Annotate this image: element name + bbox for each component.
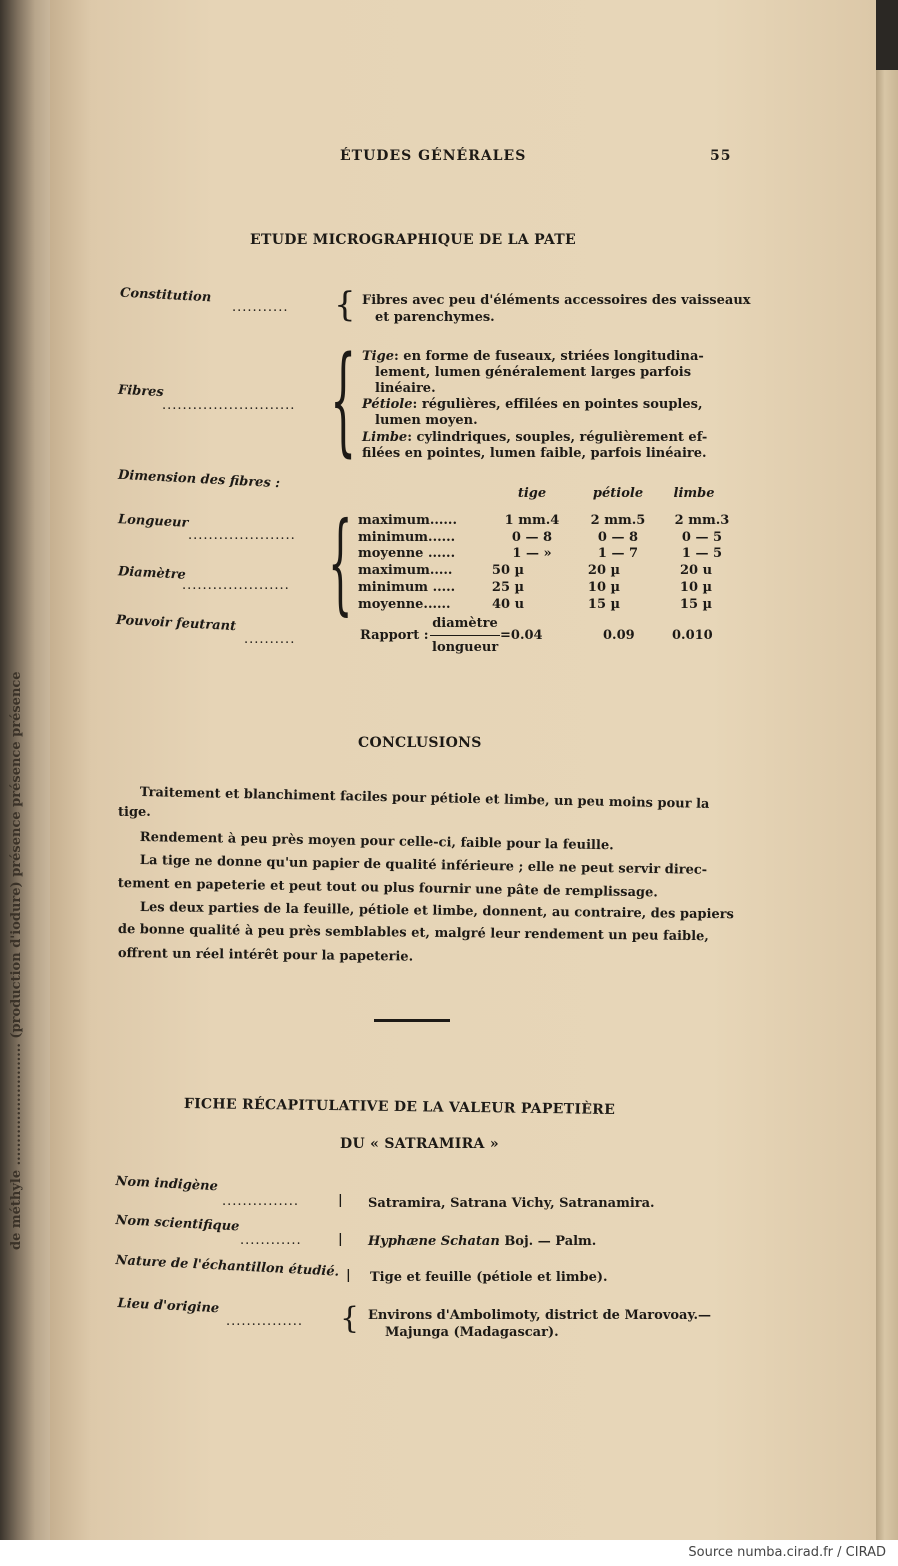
- conclusions-p1-line2: tige.: [118, 805, 151, 820]
- constitution-dots: ...........: [232, 300, 289, 315]
- limbe-term: Limbe: [362, 430, 408, 445]
- fibres-label: Fibres: [117, 382, 165, 401]
- fiche-pipe: |: [346, 1268, 351, 1283]
- col-header-limbe: limbe: [673, 486, 715, 501]
- dim-cell: 15 µ: [587, 597, 621, 612]
- dim-cell: 25 µ: [491, 580, 525, 595]
- constitution-label: Constitution: [119, 285, 212, 306]
- conclusions-p1-line1: Traitement et blanchiment faciles pour pétiole et limbe, un peu moins pour la: [139, 785, 710, 812]
- dim-row-name: minimum .....: [358, 580, 456, 595]
- dim-cell: 50 µ: [491, 563, 525, 578]
- fibres-brace: {: [330, 330, 357, 468]
- fiche-label-nom-scientifique: Nom scientifique: [115, 1213, 240, 1235]
- longueur-dots: .....................: [188, 528, 296, 543]
- scientific-name-rest: Boj. — Palm.: [499, 1234, 597, 1249]
- fiche-value-lieu-1: Environs d'Ambolimoty, district de Marovoay.—: [368, 1308, 712, 1323]
- fiche-pipe: |: [338, 1193, 343, 1208]
- fiche-label-lieu: Lieu d'origine: [117, 1296, 220, 1317]
- constitution-text-2: et parenchymes.: [375, 310, 495, 325]
- pouvoir-dots: ..........: [244, 632, 296, 647]
- rapport-value-petiole: 0.09: [603, 628, 635, 643]
- fiche-value-lieu-2: Majunga (Madagascar).: [385, 1325, 559, 1340]
- fraction-bar: [430, 635, 500, 636]
- page-number: 55: [710, 148, 732, 164]
- diametre-label: Diamètre: [117, 564, 187, 583]
- fibres-limbe-line-2: filées en pointes, lumen faible, parfois linéaire.: [362, 446, 707, 461]
- fiche-title-1: FICHE RÉCAPITULATIVE DE LA VALEUR PAPETIÈRE: [183, 1096, 616, 1119]
- dim-cell: 40 u: [491, 597, 525, 612]
- dim-cell: 1 — 5: [681, 546, 723, 561]
- fiche-value-nom-indigene: Satramira, Satrana Vichy, Satranamira.: [368, 1196, 655, 1211]
- conclusions-p4-line2: de bonne qualité à peu près semblables et, malgré leur rendement un peu faible,: [117, 922, 709, 945]
- dim-row-name: minimum......: [358, 530, 456, 545]
- col-header-tige: tige: [517, 486, 547, 501]
- dim-cell: 10 µ: [679, 580, 713, 595]
- dim-cell: 2 mm.5: [590, 513, 646, 528]
- running-title: ÉTUDES GÉNÉRALES: [340, 148, 527, 164]
- fibres-dots: ..........................: [162, 398, 296, 413]
- pouvoir-label: Pouvoir feutrant: [115, 612, 237, 635]
- fiche-title-2: DU « SATRAMIRA »: [340, 1136, 499, 1152]
- constitution-text-1: Fibres avec peu d'éléments accessoires des vaisseaux: [362, 293, 751, 308]
- section-separator: [374, 1019, 450, 1022]
- rapport-label: Rapport :: [360, 628, 429, 643]
- fiche-label-nature: Nature de l'échantillon étudié.: [115, 1253, 340, 1280]
- dim-cell: 0 — 8: [511, 530, 553, 545]
- dimension-brace: {: [328, 498, 353, 626]
- conclusions-p4-line3: offrent un réel intérêt pour la papeterie.: [117, 946, 414, 965]
- col-header-petiole: pétiole: [592, 486, 644, 501]
- constitution-brace: {: [334, 285, 356, 325]
- fibres-tige-line-1: Tige: en forme de fuseaux, striées longitudina-: [362, 349, 704, 364]
- fibres-petiole-line-2: lumen moyen.: [375, 413, 478, 428]
- dim-cell: 1 — »: [512, 546, 552, 561]
- dim-cell: 0 — 5: [681, 530, 723, 545]
- diametre-dots: .....................: [182, 578, 290, 593]
- rapport-value-limbe: 0.010: [672, 628, 713, 643]
- tige-term: Tige: [362, 349, 394, 364]
- dim-cell: 2 mm.3: [674, 513, 730, 528]
- fibres-tige-line-3: linéaire.: [375, 381, 436, 396]
- conclusions-p2-line1: Rendement à peu près moyen pour celle-ci, faible pour la feuille.: [139, 830, 614, 854]
- page-stack-edge: [876, 70, 898, 1540]
- source-footer: Source numba.cirad.fr / CIRAD: [688, 1545, 886, 1560]
- micro-title: ETUDE MICROGRAPHIQUE DE LA PATE: [250, 232, 576, 248]
- dim-row-name: moyenne ......: [358, 546, 456, 561]
- fibres-tige-line-2: lement, lumen généralement larges parfois: [375, 365, 692, 380]
- fiche-dots: ............: [240, 1233, 302, 1248]
- dim-cell: 0 — 8: [597, 530, 639, 545]
- fiche-dots: ...............: [226, 1314, 303, 1329]
- dim-row-name: maximum.....: [358, 563, 453, 578]
- conclusions-p3-line2: tement en papeterie et peut tout ou plus fournir une pâte de remplissage.: [117, 876, 658, 901]
- dim-cell: 20 u: [679, 563, 713, 578]
- rapport-numerator: diamètre: [432, 616, 498, 631]
- fiche-dots: ...............: [222, 1194, 299, 1209]
- longueur-label: Longueur: [117, 512, 189, 531]
- conclusions-p3-line1: La tige ne donne qu'un papier de qualité inférieure ; elle ne peut servir direc-: [139, 853, 708, 878]
- rapport-value-tige: =0.04: [500, 628, 543, 643]
- fibres-limbe-line-1: Limbe: cylindriques, souples, régulièrement ef-: [362, 430, 708, 445]
- dim-cell: 1 mm.4: [504, 513, 560, 528]
- conclusions-p4-line1: Les deux parties de la feuille, pétiole et limbe, donnent, au contraire, des papiers: [139, 900, 734, 923]
- dim-cell: 15 µ: [679, 597, 713, 612]
- spine-text: de méthyle ........................... (production d'iodure) présence présence présence: [9, 671, 24, 1250]
- dim-cell: 20 µ: [587, 563, 621, 578]
- dim-cell: 10 µ: [587, 580, 621, 595]
- rapport-denominator: longueur: [432, 640, 499, 655]
- fiche-pipe: |: [338, 1232, 343, 1247]
- fiche-value-nom-scientifique: [368, 1234, 596, 1250]
- fibres-petiole-line-1: Pétiole: régulières, effilées en pointes souples,: [362, 397, 703, 412]
- dim-cell: 1 — 7: [597, 546, 639, 561]
- fiche-value-nature: Tige et feuille (pétiole et limbe).: [370, 1270, 608, 1285]
- dim-row-name: moyenne......: [358, 597, 451, 612]
- dimension-label: Dimension des fibres :: [117, 467, 281, 492]
- fiche-brace: {: [340, 1301, 360, 1336]
- previous-page-edge: [0, 0, 50, 1540]
- scientific-name: Hyphæne Schatan: [368, 1234, 500, 1249]
- conclusions-title: CONCLUSIONS: [358, 735, 482, 751]
- petiole-term: Pétiole: [362, 397, 413, 412]
- fiche-label-nom-indigene: Nom indigène: [115, 1174, 219, 1195]
- dim-row-name: maximum......: [358, 513, 457, 528]
